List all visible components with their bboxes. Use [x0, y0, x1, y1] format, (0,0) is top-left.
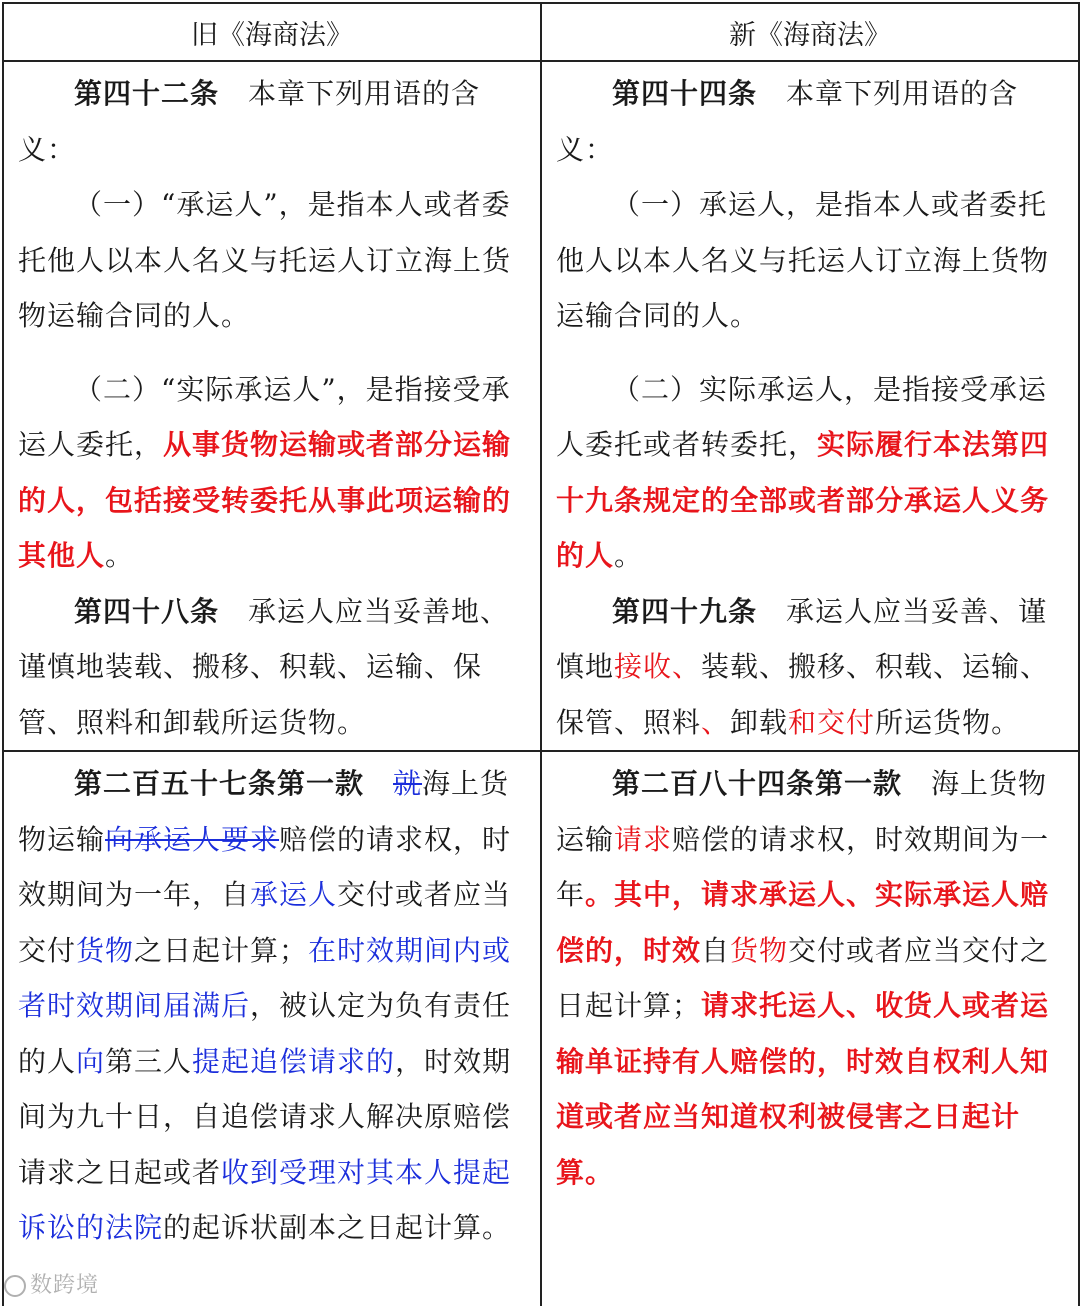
item-text: （二）实际承运人，是指接受承运人委托或者转委托，: [556, 372, 1048, 461]
highlight-text: 请求: [614, 822, 673, 856]
new-article-44: [556, 66, 1066, 177]
article-number: 第四十八条: [74, 594, 220, 628]
article-text: 交付或者应当交付: [18, 878, 512, 967]
article-number: 第二百八十四条第一款: [612, 767, 903, 800]
article-number: 第四十四条: [612, 77, 758, 110]
highlight-text: 接收、: [614, 650, 702, 683]
item-text: （二）“实际承运人”，是指接受承运人委托，: [18, 372, 511, 461]
table-header-row: [3, 3, 1079, 61]
article-text: 承运人应当妥善地、谨慎地装载、搬移、积载、运输、保管、照料和卸载所运货物。: [18, 594, 510, 739]
highlight-text: 和交付: [788, 705, 876, 739]
article-text: 卸载: [730, 705, 789, 739]
new-article-49: [556, 584, 1066, 751]
item-end: 。: [105, 539, 135, 572]
new-article-284: [556, 756, 1066, 1200]
highlight-text: 实际履行本法第四十九条规定的全部或者部分承运人义务的人: [556, 428, 1050, 572]
article-text: 本章下列用语的含义：: [18, 77, 481, 166]
watermark: [4, 1268, 99, 1299]
article-text: 赔偿的请求权，时效期间为一年: [556, 822, 1050, 911]
article-text: 海上货物运输: [18, 767, 510, 856]
changed-text: 收到受理对其本人提起诉讼的法院: [18, 1155, 512, 1244]
old-article-48: [18, 584, 528, 751]
highlight-text: 。其中，请求承运人、实际承运人赔偿的，时效: [556, 878, 1050, 967]
highlight-text: 、: [701, 705, 731, 739]
article-text: 的起诉状副本之日起计算。: [163, 1211, 512, 1244]
changed-text: 向: [76, 1044, 106, 1078]
article-text: ，时效期间为九十日，自追偿请求人解决原赔偿请求之日起或者: [18, 1044, 512, 1189]
item-end: 。: [614, 539, 644, 572]
changed-text: 在时效期间内或者时效期间届满后: [18, 933, 512, 1022]
article-number: 第四十九条: [612, 594, 758, 628]
changed-text: 货物: [76, 933, 135, 967]
new-law-cell-definitions: [541, 61, 1079, 751]
article-text: 交付或者应当交付之日起计算；: [556, 933, 1050, 1022]
changed-text: 承运人: [250, 878, 338, 911]
deleted-text: 就: [393, 767, 423, 800]
law-comparison-table: [2, 2, 1080, 1306]
old-law-cell-limitation: [3, 751, 541, 1306]
watermark-text: 数跨境: [30, 1273, 100, 1298]
old-item-1: （一）“承运人”，是指本人或者委托他人以本人名义与托运人订立海上货物运输合同的人。: [18, 188, 512, 332]
highlight-text: 请求托运人、收货人或者运输单证持有人赔偿的，时效自权利人知道或者应当知道权利被侵害之日起计算。: [556, 989, 1050, 1189]
table-row: [3, 61, 1079, 751]
new-law-header: 新《海商法》: [541, 3, 1079, 61]
table-row: [3, 751, 1079, 1306]
article-text: 本章下列用语的含义：: [556, 77, 1019, 166]
article-text: 所运货物。: [875, 705, 1021, 739]
article-number: 第二百五十七条第一款: [74, 767, 365, 800]
article-text: 承运人应当妥善、谨慎地: [556, 594, 1048, 683]
highlight-text: 从事货物运输或者部分运输的人，包括接受转委托从事此项运输的其他人: [18, 428, 512, 572]
old-law-header: 旧《海商法》: [3, 3, 541, 61]
highlight-text: 货物: [730, 933, 789, 967]
brand-logo-icon: [4, 1275, 26, 1297]
old-article-42: [18, 66, 528, 177]
article-text: 装载、搬移、积载、运输、保管、照料: [556, 650, 1050, 739]
article-text: 第三人: [105, 1044, 193, 1078]
new-item-1: （一）承运人，是指本人或者委托他人以本人名义与托运人订立海上货物运输合同的人。: [556, 188, 1050, 332]
article-text: 之日起计算；: [134, 933, 309, 967]
old-law-cell-definitions: [3, 61, 541, 751]
old-item-2: [18, 362, 528, 584]
new-item-2: [556, 362, 1066, 584]
article-number: 第四十二条: [74, 77, 220, 110]
article-text: 自: [701, 933, 731, 967]
article-text: ，被认定为负有责任的人: [18, 989, 512, 1078]
article-text: 赔偿的请求权，时效期间为一年，自: [18, 822, 512, 911]
article-text: 海上货物运输: [556, 767, 1048, 856]
deleted-text: 向承运人要求: [105, 822, 280, 856]
new-law-cell-limitation: [541, 751, 1079, 1306]
old-article-257: [18, 756, 528, 1256]
changed-text: 提起追偿请求的: [192, 1044, 396, 1078]
